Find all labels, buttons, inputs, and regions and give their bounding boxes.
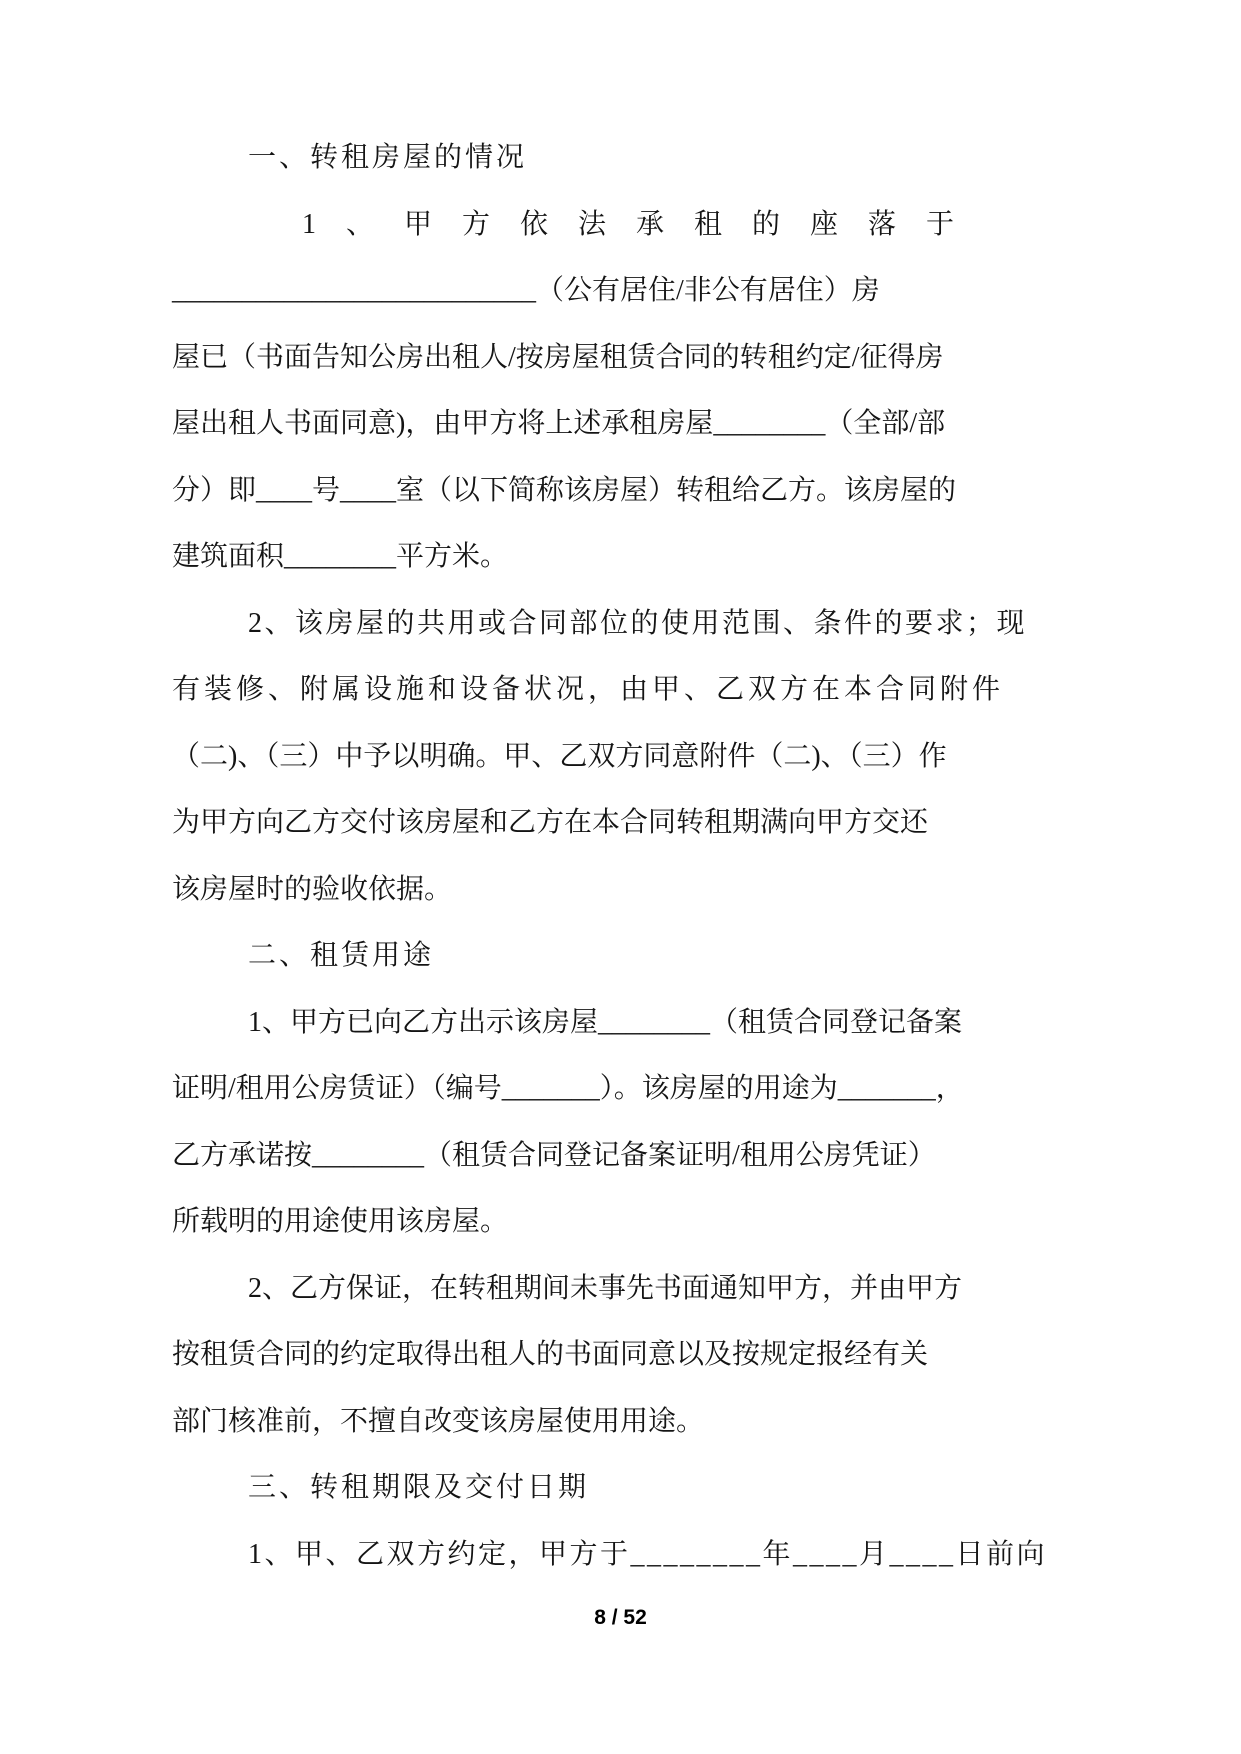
text-line: 有装修、附属设施和设备状况，由甲、乙双方在本合同附件 — [172, 674, 1005, 705]
section-2-heading: 二、租赁用途 — [248, 940, 435, 971]
clause-3-1-line: 1、甲、乙双方约定，甲方于________年____月____日前向 — [248, 1538, 1048, 1570]
text-line: 部门核准前，不擅自改变该房屋使用用途。 — [172, 1405, 705, 1437]
text-line: 该房屋时的验收依据。 — [172, 873, 453, 905]
clause-1-1-line: 1、甲方依法承租的座落于 — [302, 208, 985, 240]
page-footer — [0, 1606, 1241, 1630]
text-line: 分）即____号____室（以下简称该房屋）转租给乙方。该房屋的 — [172, 474, 957, 506]
text-line: 所载明的用途使用该房屋。 — [172, 1206, 509, 1237]
section-3-heading: 三、转租期限及交付日期 — [248, 1472, 590, 1503]
clause-2-1-line: 1、甲方已向乙方出示该房屋________（租赁合同登记备案 — [248, 1006, 963, 1038]
text-line: 证明/租用公房赁证）（编号_______）。该房屋的用途为_______， — [172, 1073, 964, 1104]
text-line: 屋出租人书面同意)，由甲方将上述承租房屋________（全部/部 — [172, 408, 946, 439]
page-number: 8 / 52 — [594, 1606, 647, 1629]
text-line: 为甲方向乙方交付该房屋和乙方在本合同转租期满向甲方交还 — [172, 807, 929, 838]
clause-1-2-line: 2、该房屋的共用或合同部位的使用范围、条件的要求；现 — [248, 607, 1028, 639]
text-line: （二)、（三）中予以明确。甲、乙双方同意附件（二)、（三）作 — [172, 740, 947, 772]
text-line: 乙方承诺按________（租赁合同登记备案证明/租用公房凭证） — [172, 1139, 936, 1171]
section-1-heading: 一、转租房屋的情况 — [248, 142, 528, 173]
document-body — [172, 125, 1048, 1588]
clause-2-2-line: 2、乙方保证，在转租期间未事先书面通知甲方，并由甲方 — [248, 1272, 963, 1304]
text-line: 屋已（书面告知公房出租人/按房屋租赁合同的转租约定/征得房 — [172, 341, 944, 373]
text-line: 按租赁合同的约定取得出租人的书面同意以及按规定报经有关 — [172, 1339, 929, 1370]
text-line: 建筑面积________平方米。 — [172, 541, 509, 572]
text-line: __________________________（公有居住/非公有居住）房 — [172, 275, 880, 306]
